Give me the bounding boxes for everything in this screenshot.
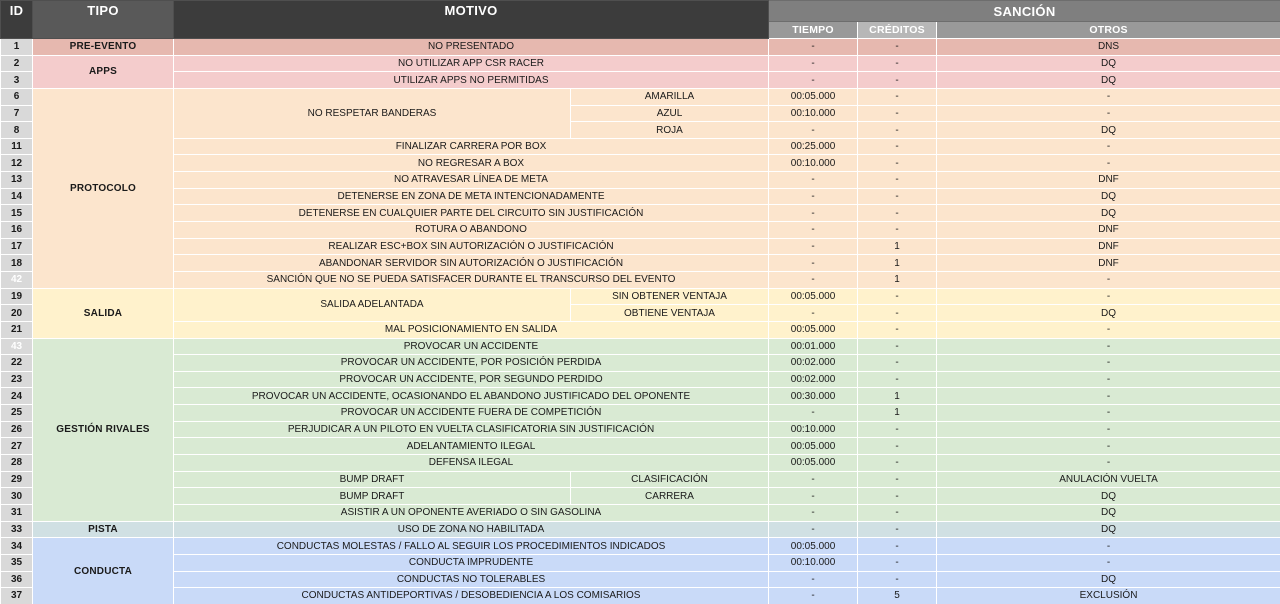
- creditos-cell[interactable]: -: [858, 188, 937, 205]
- otros-cell[interactable]: -: [937, 88, 1280, 105]
- row-id-cell[interactable]: 12: [1, 155, 33, 172]
- otros-cell[interactable]: DQ: [937, 488, 1280, 505]
- tiempo-cell[interactable]: 00:10.000: [769, 554, 858, 571]
- otros-cell[interactable]: -: [937, 405, 1280, 422]
- tiempo-cell[interactable]: -: [769, 471, 858, 488]
- otros-cell[interactable]: -: [937, 554, 1280, 571]
- row-id-cell[interactable]: 33: [1, 521, 33, 538]
- table-row: [1, 455, 1280, 472]
- motivo-detail-cell[interactable]: CLASIFICACIÓN: [571, 471, 769, 488]
- otros-cell[interactable]: -: [937, 455, 1280, 472]
- motivo-cell[interactable]: PROVOCAR UN ACCIDENTE, OCASIONANDO EL ABANDONO JUSTIFICADO DEL OPONENTE: [174, 388, 769, 405]
- motivo-cell[interactable]: NO RESPETAR BANDERAS: [174, 88, 571, 138]
- creditos-cell[interactable]: -: [858, 39, 937, 56]
- row-id-cell[interactable]: 35: [1, 554, 33, 571]
- tipo-group-cell[interactable]: GESTIÓN RIVALES: [33, 338, 174, 521]
- tiempo-cell[interactable]: -: [769, 172, 858, 189]
- tipo-group-cell[interactable]: SALIDA: [33, 288, 174, 338]
- otros-cell[interactable]: DQ: [937, 504, 1280, 521]
- creditos-cell[interactable]: -: [858, 105, 937, 122]
- otros-cell[interactable]: DQ: [937, 72, 1280, 89]
- row-id-cell[interactable]: 22: [1, 355, 33, 372]
- otros-cell[interactable]: DQ: [937, 205, 1280, 222]
- row-id-cell[interactable]: 28: [1, 455, 33, 472]
- row-id-cell[interactable]: 18: [1, 255, 33, 272]
- creditos-cell[interactable]: -: [858, 338, 937, 355]
- motivo-cell[interactable]: PROVOCAR UN ACCIDENTE, POR SEGUNDO PERDIDO: [174, 371, 769, 388]
- otros-cell[interactable]: -: [937, 338, 1280, 355]
- otros-cell[interactable]: -: [937, 371, 1280, 388]
- motivo-cell[interactable]: CONDUCTAS MOLESTAS / FALLO AL SEGUIR LOS PROCEDIMIENTOS INDICADOS: [174, 538, 769, 555]
- row-id-cell[interactable]: 21: [1, 321, 33, 338]
- col-header-tipo[interactable]: TIPO: [33, 1, 174, 39]
- motivo-cell[interactable]: NO PRESENTADO: [174, 39, 769, 56]
- motivo-cell[interactable]: PERJUDICAR A UN PILOTO EN VUELTA CLASIFICATORIA SIN JUSTIFICACIÓN: [174, 421, 769, 438]
- otros-cell[interactable]: DNS: [937, 39, 1280, 56]
- motivo-detail-cell[interactable]: AZUL: [571, 105, 769, 122]
- motivo-cell[interactable]: DETENERSE EN CUALQUIER PARTE DEL CIRCUITO SIN JUSTIFICACIÓN: [174, 205, 769, 222]
- creditos-cell[interactable]: 1: [858, 255, 937, 272]
- creditos-cell[interactable]: -: [858, 488, 937, 505]
- row-id-cell[interactable]: 16: [1, 222, 33, 239]
- row-id-cell[interactable]: 8: [1, 122, 33, 139]
- table-row: [1, 538, 1280, 555]
- row-id-cell[interactable]: 25: [1, 405, 33, 422]
- tipo-group-cell[interactable]: PRE-EVENTO: [33, 39, 174, 56]
- creditos-cell[interactable]: -: [858, 554, 937, 571]
- row-id-cell[interactable]: 36: [1, 571, 33, 588]
- tipo-group-cell[interactable]: PISTA: [33, 521, 174, 538]
- motivo-cell[interactable]: CONDUCTAS ANTIDEPORTIVAS / DESOBEDIENCIA A LOS COMISARIOS: [174, 588, 769, 604]
- motivo-detail-cell[interactable]: CARRERA: [571, 488, 769, 505]
- motivo-cell[interactable]: ABANDONAR SERVIDOR SIN AUTORIZACIÓN O JUSTIFICACIÓN: [174, 255, 769, 272]
- table-row: [1, 355, 1280, 372]
- creditos-cell[interactable]: 1: [858, 405, 937, 422]
- tipo-group-cell[interactable]: CONDUCTA: [33, 538, 174, 604]
- table-row: [1, 205, 1280, 222]
- table-row: [1, 521, 1280, 538]
- motivo-detail-cell[interactable]: AMARILLA: [571, 88, 769, 105]
- row-id-cell[interactable]: 15: [1, 205, 33, 222]
- tiempo-cell[interactable]: 00:01.000: [769, 338, 858, 355]
- motivo-detail-cell[interactable]: OBTIENE VENTAJA: [571, 305, 769, 322]
- table-row: [1, 421, 1280, 438]
- tiempo-cell[interactable]: -: [769, 72, 858, 89]
- creditos-cell[interactable]: 5: [858, 588, 937, 604]
- motivo-cell[interactable]: ADELANTAMIENTO ILEGAL: [174, 438, 769, 455]
- table-row: [1, 238, 1280, 255]
- row-id-cell[interactable]: 24: [1, 388, 33, 405]
- tiempo-cell[interactable]: -: [769, 55, 858, 72]
- table-row: [1, 55, 1280, 72]
- tiempo-cell[interactable]: -: [769, 571, 858, 588]
- motivo-cell[interactable]: PROVOCAR UN ACCIDENTE: [174, 338, 769, 355]
- row-id-cell[interactable]: 11: [1, 138, 33, 155]
- table-row: [1, 39, 1280, 56]
- otros-cell[interactable]: ANULACIÓN VUELTA: [937, 471, 1280, 488]
- table-row: [1, 72, 1280, 89]
- otros-cell[interactable]: DQ: [937, 305, 1280, 322]
- row-id-cell[interactable]: 31: [1, 504, 33, 521]
- table-row: [1, 488, 1280, 505]
- tiempo-cell[interactable]: -: [769, 122, 858, 139]
- creditos-cell[interactable]: -: [858, 504, 937, 521]
- creditos-cell[interactable]: -: [858, 155, 937, 172]
- tiempo-cell[interactable]: -: [769, 588, 858, 604]
- otros-cell[interactable]: -: [937, 271, 1280, 288]
- creditos-cell[interactable]: -: [858, 222, 937, 239]
- table-row: [1, 438, 1280, 455]
- table-row: [1, 138, 1280, 155]
- table-row: [1, 172, 1280, 189]
- tiempo-cell[interactable]: 00:05.000: [769, 88, 858, 105]
- otros-cell[interactable]: DNF: [937, 222, 1280, 239]
- table-row: [1, 504, 1280, 521]
- motivo-cell[interactable]: BUMP DRAFT: [174, 488, 571, 505]
- col-header-otros[interactable]: OTROS: [937, 22, 1280, 39]
- row-id-cell[interactable]: 2: [1, 55, 33, 72]
- table-row: [1, 155, 1280, 172]
- motivo-cell[interactable]: MAL POSICIONAMIENTO EN SALIDA: [174, 321, 769, 338]
- tiempo-cell[interactable]: -: [769, 271, 858, 288]
- row-id-cell[interactable]: 26: [1, 421, 33, 438]
- row-id-cell[interactable]: 6: [1, 88, 33, 105]
- motivo-cell[interactable]: SANCIÓN QUE NO SE PUEDA SATISFACER DURANTE EL TRANSCURSO DEL EVENTO: [174, 271, 769, 288]
- tiempo-cell[interactable]: -: [769, 488, 858, 505]
- otros-cell[interactable]: -: [937, 105, 1280, 122]
- row-id-cell[interactable]: 43: [1, 338, 33, 355]
- tiempo-cell[interactable]: 00:10.000: [769, 155, 858, 172]
- col-header-tiempo[interactable]: TIEMPO: [769, 22, 858, 39]
- motivo-cell[interactable]: SALIDA ADELANTADA: [174, 288, 571, 321]
- otros-cell[interactable]: -: [937, 355, 1280, 372]
- tiempo-cell[interactable]: 00:10.000: [769, 421, 858, 438]
- table-row: [1, 554, 1280, 571]
- motivo-detail-cell[interactable]: SIN OBTENER VENTAJA: [571, 288, 769, 305]
- otros-cell[interactable]: DNF: [937, 238, 1280, 255]
- creditos-cell[interactable]: -: [858, 288, 937, 305]
- tiempo-cell[interactable]: 00:02.000: [769, 355, 858, 372]
- tiempo-cell[interactable]: 00:25.000: [769, 138, 858, 155]
- tipo-group-cell[interactable]: PROTOCOLO: [33, 88, 174, 288]
- motivo-cell[interactable]: UTILIZAR APPS NO PERMITIDAS: [174, 72, 769, 89]
- tiempo-cell[interactable]: 00:05.000: [769, 538, 858, 555]
- tiempo-cell[interactable]: 00:05.000: [769, 321, 858, 338]
- col-header-creditos[interactable]: CRÉDITOS: [858, 22, 937, 39]
- tipo-group-cell[interactable]: APPS: [33, 55, 174, 88]
- motivo-cell[interactable]: ASISTIR A UN OPONENTE AVERIADO O SIN GASOLINA: [174, 504, 769, 521]
- otros-cell[interactable]: DNF: [937, 255, 1280, 272]
- table-row: [1, 321, 1280, 338]
- creditos-cell[interactable]: -: [858, 88, 937, 105]
- creditos-cell[interactable]: -: [858, 455, 937, 472]
- row-id-cell[interactable]: 17: [1, 238, 33, 255]
- otros-cell[interactable]: -: [937, 138, 1280, 155]
- row-id-cell[interactable]: 27: [1, 438, 33, 455]
- otros-cell[interactable]: DQ: [937, 571, 1280, 588]
- row-id-cell[interactable]: 7: [1, 105, 33, 122]
- creditos-cell[interactable]: -: [858, 305, 937, 322]
- otros-cell[interactable]: -: [937, 388, 1280, 405]
- row-id-cell[interactable]: 42: [1, 271, 33, 288]
- creditos-cell[interactable]: 1: [858, 388, 937, 405]
- tiempo-cell[interactable]: 00:05.000: [769, 288, 858, 305]
- tiempo-cell[interactable]: 00:05.000: [769, 438, 858, 455]
- creditos-cell[interactable]: -: [858, 471, 937, 488]
- creditos-cell[interactable]: -: [858, 122, 937, 139]
- table-header: [1, 1, 1280, 39]
- motivo-cell[interactable]: DEFENSA ILEGAL: [174, 455, 769, 472]
- otros-cell[interactable]: DQ: [937, 122, 1280, 139]
- motivo-cell[interactable]: CONDUCTA IMPRUDENTE: [174, 554, 769, 571]
- row-id-cell[interactable]: 37: [1, 588, 33, 604]
- creditos-cell[interactable]: -: [858, 321, 937, 338]
- row-id-cell[interactable]: 14: [1, 188, 33, 205]
- table-row: [1, 288, 1280, 305]
- table-row: [1, 571, 1280, 588]
- tiempo-cell[interactable]: -: [769, 504, 858, 521]
- row-id-cell[interactable]: 29: [1, 471, 33, 488]
- col-header-motivo[interactable]: MOTIVO: [174, 1, 769, 39]
- row-id-cell[interactable]: 20: [1, 305, 33, 322]
- tiempo-cell[interactable]: 00:02.000: [769, 371, 858, 388]
- row-id-cell[interactable]: 34: [1, 538, 33, 555]
- col-header-sancion[interactable]: SANCIÓN: [769, 1, 1280, 22]
- creditos-cell[interactable]: -: [858, 205, 937, 222]
- motivo-cell[interactable]: NO REGRESAR A BOX: [174, 155, 769, 172]
- table-row: [1, 188, 1280, 205]
- motivo-cell[interactable]: PROVOCAR UN ACCIDENTE FUERA DE COMPETICIÓN: [174, 405, 769, 422]
- creditos-cell[interactable]: -: [858, 571, 937, 588]
- creditos-cell[interactable]: -: [858, 371, 937, 388]
- creditos-cell[interactable]: -: [858, 421, 937, 438]
- otros-cell[interactable]: -: [937, 421, 1280, 438]
- table-row: [1, 388, 1280, 405]
- creditos-cell[interactable]: -: [858, 55, 937, 72]
- tiempo-cell[interactable]: -: [769, 39, 858, 56]
- sanctions-body: [1, 39, 1280, 604]
- col-header-id[interactable]: ID: [1, 1, 33, 39]
- motivo-cell[interactable]: DETENERSE EN ZONA DE META INTENCIONADAMENTE: [174, 188, 769, 205]
- tiempo-cell[interactable]: -: [769, 188, 858, 205]
- tiempo-cell[interactable]: -: [769, 405, 858, 422]
- table-row: [1, 471, 1280, 488]
- table-row: [1, 588, 1280, 604]
- tiempo-cell[interactable]: -: [769, 255, 858, 272]
- tiempo-cell[interactable]: -: [769, 222, 858, 239]
- row-id-cell[interactable]: 1: [1, 39, 33, 56]
- creditos-cell[interactable]: -: [858, 538, 937, 555]
- otros-cell[interactable]: DQ: [937, 55, 1280, 72]
- creditos-cell[interactable]: -: [858, 355, 937, 372]
- otros-cell[interactable]: -: [937, 288, 1280, 305]
- otros-cell[interactable]: -: [937, 155, 1280, 172]
- table-row: [1, 255, 1280, 272]
- creditos-cell[interactable]: -: [858, 138, 937, 155]
- tiempo-cell[interactable]: -: [769, 205, 858, 222]
- tiempo-cell[interactable]: 00:05.000: [769, 455, 858, 472]
- otros-cell[interactable]: -: [937, 538, 1280, 555]
- otros-cell[interactable]: EXCLUSIÓN: [937, 588, 1280, 604]
- otros-cell[interactable]: DNF: [937, 172, 1280, 189]
- tiempo-cell[interactable]: -: [769, 305, 858, 322]
- motivo-cell[interactable]: REALIZAR ESC+BOX SIN AUTORIZACIÓN O JUSTIFICACIÓN: [174, 238, 769, 255]
- tiempo-cell[interactable]: -: [769, 521, 858, 538]
- otros-cell[interactable]: -: [937, 321, 1280, 338]
- row-id-cell[interactable]: 3: [1, 72, 33, 89]
- creditos-cell[interactable]: 1: [858, 238, 937, 255]
- motivo-cell[interactable]: ROTURA O ABANDONO: [174, 222, 769, 239]
- creditos-cell[interactable]: 1: [858, 271, 937, 288]
- creditos-cell[interactable]: -: [858, 72, 937, 89]
- motivo-cell[interactable]: PROVOCAR UN ACCIDENTE, POR POSICIÓN PERDIDA: [174, 355, 769, 372]
- table-row: [1, 405, 1280, 422]
- row-id-cell[interactable]: 13: [1, 172, 33, 189]
- table-row: [1, 222, 1280, 239]
- table-row: [1, 371, 1280, 388]
- table-row: [1, 271, 1280, 288]
- motivo-cell[interactable]: NO UTILIZAR APP CSR RACER: [174, 55, 769, 72]
- motivo-detail-cell[interactable]: ROJA: [571, 122, 769, 139]
- creditos-cell[interactable]: -: [858, 438, 937, 455]
- motivo-cell[interactable]: BUMP DRAFT: [174, 471, 571, 488]
- row-id-cell[interactable]: 19: [1, 288, 33, 305]
- table-row: [1, 338, 1280, 355]
- creditos-cell[interactable]: -: [858, 521, 937, 538]
- row-id-cell[interactable]: 23: [1, 371, 33, 388]
- otros-cell[interactable]: DQ: [937, 188, 1280, 205]
- motivo-cell[interactable]: NO ATRAVESAR LÍNEA DE META: [174, 172, 769, 189]
- table-row: [1, 88, 1280, 105]
- otros-cell[interactable]: -: [937, 438, 1280, 455]
- creditos-cell[interactable]: -: [858, 172, 937, 189]
- row-id-cell[interactable]: 30: [1, 488, 33, 505]
- motivo-cell[interactable]: USO DE ZONA NO HABILITADA: [174, 521, 769, 538]
- tiempo-cell[interactable]: -: [769, 238, 858, 255]
- motivo-cell[interactable]: CONDUCTAS NO TOLERABLES: [174, 571, 769, 588]
- otros-cell[interactable]: DQ: [937, 521, 1280, 538]
- tiempo-cell[interactable]: 00:30.000: [769, 388, 858, 405]
- tiempo-cell[interactable]: 00:10.000: [769, 105, 858, 122]
- motivo-cell[interactable]: FINALIZAR CARRERA POR BOX: [174, 138, 769, 155]
